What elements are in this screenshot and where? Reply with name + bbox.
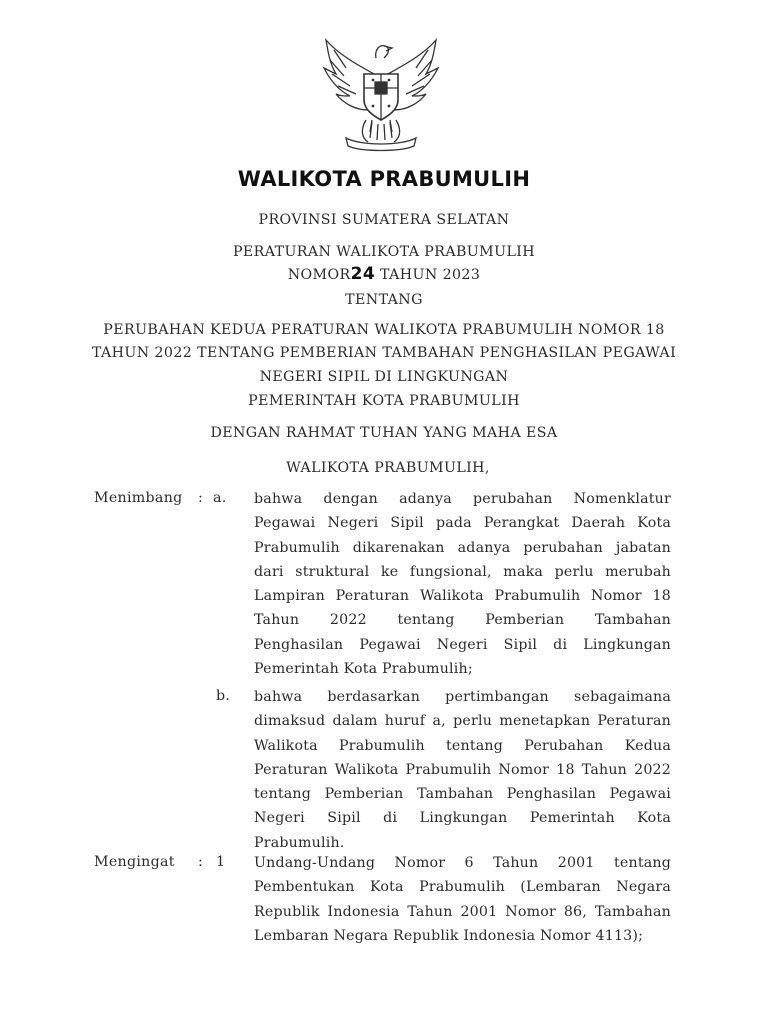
menimbang-item-a bbox=[254, 487, 671, 681]
text-line: Penghasilan Pegawai Negeri Sipil di Lingkungan bbox=[254, 636, 671, 653]
province-line: PROVINSI SUMATERA SELATAN bbox=[258, 212, 510, 228]
text-line: Prabumulih dikarenakan adanya perubahan jabatan bbox=[254, 539, 671, 556]
text-line: Walikota Prabumulih tentang Perubahan Kedua bbox=[254, 737, 671, 754]
title-line: PEMERINTAH KOTA PRABUMULIH bbox=[248, 393, 520, 409]
mengingat-item-1 bbox=[254, 851, 671, 948]
text-line: Tahun 2022 tentang Pemberian Tambahan bbox=[254, 612, 671, 629]
regulation-type: PERATURAN WALIKOTA PRABUMULIH bbox=[232, 244, 536, 260]
text-line: tentang Pemberian Tambahan Penghasilan Pegawai bbox=[254, 786, 671, 803]
text-line: Republik Indonesia Tahun 2001 Nomor 86, Tambahan bbox=[254, 903, 671, 920]
text-line: Lembaran Negara Republik Indonesia Nomor 4113); bbox=[254, 927, 644, 944]
text-line: dimaksud dalam huruf a, perlu menetapkan Peraturan bbox=[254, 713, 671, 730]
regulation-number-line bbox=[0, 264, 768, 284]
mengingat-marker-1: 1 bbox=[216, 854, 226, 870]
text-line: bahwa berdasarkan pertimbangan sebagaimana bbox=[254, 689, 671, 705]
about-label: TENTANG bbox=[345, 292, 423, 308]
number-suffix: TAHUN 2023 bbox=[379, 267, 481, 283]
text-line: dari struktural ke fungsional, maka perlu merubah bbox=[254, 563, 671, 580]
number-prefix: NOMOR bbox=[287, 267, 351, 283]
text-line: Peraturan Walikota Prabumulih Nomor 18 Tahun 2022 bbox=[254, 761, 671, 778]
text-line: Lampiran Peraturan Walikota Prabumulih Nomor 18 bbox=[254, 588, 671, 605]
invocation: DENGAN RAHMAT TUHAN YANG MAHA ESA bbox=[210, 425, 558, 441]
regulation-number: 24 bbox=[350, 264, 376, 284]
menimbang-label: Menimbang bbox=[94, 490, 183, 506]
menimbang-colon: : bbox=[198, 490, 204, 506]
authority-title: WALIKOTA PRABUMULIH bbox=[237, 167, 531, 191]
title-line: PERUBAHAN KEDUA PERATURAN WALIKOTA PRABUMULIH NOMOR 18 bbox=[103, 322, 665, 338]
menimbang-marker-b: b. bbox=[216, 688, 231, 704]
mengingat-colon: : bbox=[198, 854, 204, 870]
text-line: Pegawai Negeri Sipil pada Perangkat Daerah Kota bbox=[254, 515, 671, 532]
text-line: bahwa dengan adanya perubahan Nomenklatur bbox=[254, 491, 671, 507]
text-line: Pembentukan Kota Prabumulih (Lembaran Negara bbox=[254, 879, 671, 896]
title-line: TAHUN 2022 TENTANG PEMBERIAN TAMBAHAN PENGHASILAN PEGAWAI bbox=[91, 345, 677, 361]
garuda-emblem-icon bbox=[316, 34, 446, 156]
title-line: NEGERI SIPIL DI LINGKUNGAN bbox=[259, 369, 509, 385]
menimbang-item-b bbox=[254, 685, 671, 855]
mengingat-label: Mengingat bbox=[94, 854, 175, 870]
menimbang-marker-a: a. bbox=[213, 490, 227, 506]
text-line: Prabumulih. bbox=[254, 834, 345, 851]
text-line: Negeri Sipil di Lingkungan Pemerintah Kota bbox=[254, 810, 671, 827]
enacting-authority: WALIKOTA PRABUMULIH, bbox=[286, 460, 490, 476]
text-line: Undang-Undang Nomor 6 Tahun 2001 tentang bbox=[254, 855, 671, 871]
text-line: Pemerintah Kota Prabumulih; bbox=[254, 661, 473, 678]
